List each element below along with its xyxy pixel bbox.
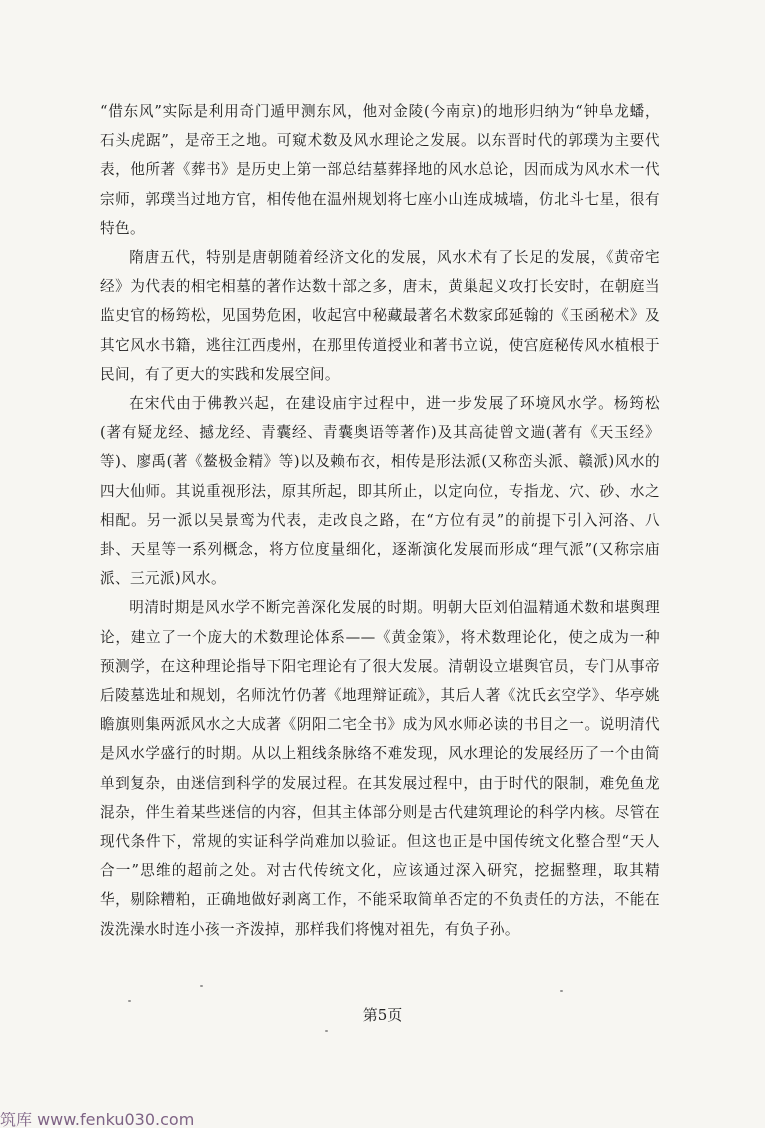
paragraph-1: “借东风”实际是利用奇门遁甲测东风，他对金陵(今南京)的地形归纳为“钟阜龙蟠，石头虎踞”，是帝王之地。可窥术数及风水理论之发展。以东晋时代的郭璞为主要代表，他所著《葬书》是历史上第一部总结墓葬择地的风水总论，因而成为风水术一代宗师，郭璞当过地方官，相传他在温州规划将七座小山连成城墙，仿北斗七星，很有特色。 bbox=[100, 103, 660, 237]
scan-speck bbox=[200, 985, 203, 987]
scan-speck bbox=[128, 1000, 131, 1002]
paragraph-3: 在宋代由于佛教兴起，在建设庙宇过程中，进一步发展了环境风水学。杨筠松(著有疑龙经、撼龙经、青囊经、青囊奥语等著作)及其高徒曾文遄(著有《天玉经》等)、廖禹(著《鳌极金精》等)以及赖布衣，相传是形法派(又称峦头派、赣派)风水的四大仙师。其说重视形法，原其所起，即其所止，以定向位，专指龙、穴、砂、水之相配。另一派以吴景鸾为代表，走改良之路，在“方位有灵”的前提下引入河洛、八卦、天星等一系列概念，将方位度量细化，逐渐演化发展而形成“理气派”(又称宗庙派、三元派)风水。 bbox=[100, 395, 660, 588]
paragraph-2: 隋唐五代，特别是唐朝随着经济文化的发展，风水术有了长足的发展，《黄帝宅经》为代表的相宅相墓的著作达数十部之多，唐末，黄巢起义攻打长安时，在朝庭当监史官的杨筠松，见国势危困，收起宫中秘藏最著名术数家邱延翰的《玉函秘术》及其它风水书籍，逃往江西虔州，在那里传道授业和著书立说，使宫庭秘传风水植根于民间，有了更大的实践和发展空间。 bbox=[100, 249, 660, 383]
body-text bbox=[100, 97, 660, 944]
page-number: 第5页 bbox=[362, 1006, 403, 1024]
site-watermark: 筑库 www.fenku030.com bbox=[0, 1112, 195, 1128]
scan-speck bbox=[560, 990, 563, 992]
paragraph-4: 明清时期是风水学不断完善深化发展的时期。明朝大臣刘伯温精通术数和堪舆理论，建立了一个庞大的术数理论体系——《黄金策》，将术数理论化，使之成为一种预测学，在这种理论指导下阳宅理论有了很大发展。清朝设立堪舆官员，专门从事帝后陵墓选址和规划，名师沈竹仍著《地理辩证疏》，其后人著《沈氏玄空学》、华亭姚瞻旗则集两派风水之大成著《阴阳二宅全书》成为风水师必读的书目之一。说明清代是风水学盛行的时期。从以上粗线条脉络不难发现，风水理论的发展经历了一个由简单到复杂，由迷信到科学的发展过程。在其发展过程中，由于时代的限制，难免鱼龙混杂，伴生着某些迷信的内容，但其主体部分则是古代建筑理论的科学内核。尽管在现代条件下，常规的实证科学尚难加以验证。但这也正是中国传统文化整合型“天人合一”思维的超前之处。对古代传统文化，应该通过深入研究，挖掘整理，取其精华，剔除糟粕，正确地做好剥离工作，不能采取简单否定的不负责任的方法，不能在泼洗澡水时连小孩一齐泼掉，那样我们将愧对祖先，有负子孙。 bbox=[100, 599, 660, 938]
scan-speck bbox=[325, 1030, 328, 1032]
